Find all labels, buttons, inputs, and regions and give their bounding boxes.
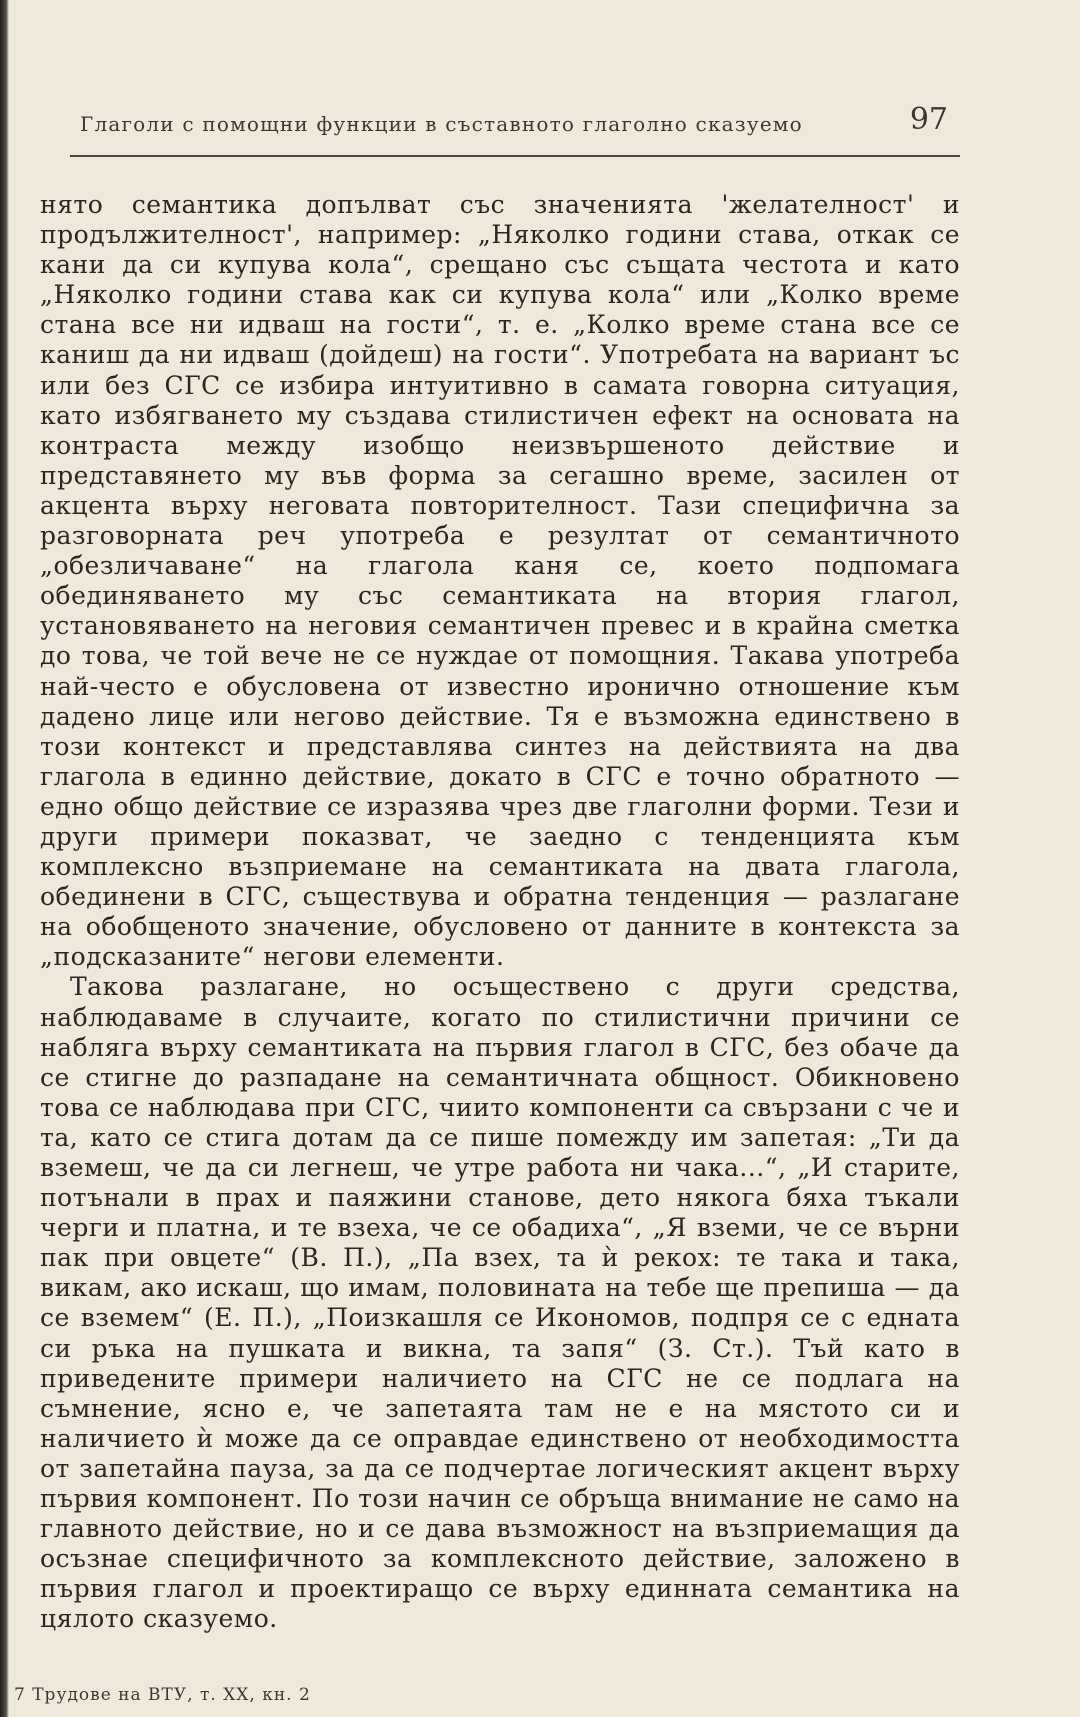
page-footer-signature: 7 Трудове на ВТУ, т. XX, кн. 2	[14, 1685, 311, 1705]
page-header	[70, 102, 960, 148]
paragraph-2: Такова разлагане, но осъществено с други средства, наблюдаваме в случаите, когато по стилистични причини се набляга върху семантиката на първия глагол в СГС, без обаче да се стигне до разпадане на семантичната общност. Обикновено това се наблюдава при СГС, чиито компоненти са свързани с че и та, като се стига дотам да се пише помежду им запетая: „Ти да вземеш, че да си легнеш, че утре работа ни чака...“, „И старите, потънали в прах и паяжини станове, дето някога бяха тъкали черги и платна, и те взеха, че се обадиха“, „Я вземи, че се върни пак при овцете“ (В. П.), „Па взех, та ѝ рекох: те така и така, викам, ако искаш, що имам, половината на тебе ще препиша — да се вземем“ (Е. П.), „Поизкашля се Икономов, подпря се с едната си ръка на пушката и викна, та запя“ (З. Ст.). Тъй като в приведените примери наличието на СГС не се подлага на съмнение, ясно е, че запетаята там не е на мястото си и наличието ѝ може да се оправдае единствено от необходимостта от запетайна пауза, за да се подчертае логическият акцент върху първия компонент. По този начин се обръща внимание не само на главното действие, но и се дава възможност на възприемащия да осъзнае специфичното за комплексното действие, заложено в първия глагол и проектиращо се върху единната семантика на цялото сказуемо.	[40, 972, 960, 1634]
running-title: Глаголи с помощни функции в съставното глаголно сказуемо	[80, 112, 803, 136]
paragraph-1: нято семантика допълват със значенията 'желателност' и продължителност', например: „Няколко години става, откак се кани да си купува кола“, срещано със същата честота и като „Няколко години става как си купува кола“ или „Колко време стана все ни идваш на гости“, т. е. „Колко време стана все се каниш да ни идваш (дойдеш) на гости“. Употребата на вариант ъс или без СГС се избира интуитивно в самата говорна ситуация, като избягването му създава стилистичен ефект на основата на контраста между изобщо неизвършеното действие и представянето му във форма за сегашно време, засилен от акцента върху неговата повторителност. Тази специфична за разговорната реч употреба е резултат от семантичното „обезличаване“ на глагола каня се, което подпомага обединяването му със семантиката на втория глагол, установяването на неговия семантичен превес и в крайна сметка до това, че той вече не се нуждае от помощния. Такава употреба най-често е обусловена от известно иронично отношение към дадено лице или негово действие. Тя е възможна единствено в този контекст и представлява синтез на действията на два глагола в единно действие, докато в СГС е точно обратното — едно общо действие се изразява чрез две глаголни форми. Тези и други примери показват, че заедно с тенденцията към комплексно възприемане на семантиката на двата глагола, обединени в СГС, съществува и обратна тенденция — разлагане на обобщеното значение, обусловено от данните в контекста за „подсказаните“ негови елементи.	[40, 190, 960, 972]
page-body	[40, 190, 960, 1635]
header-rule	[70, 155, 960, 157]
book-spine-edge	[0, 0, 9, 1717]
page-number: 97	[909, 102, 948, 137]
